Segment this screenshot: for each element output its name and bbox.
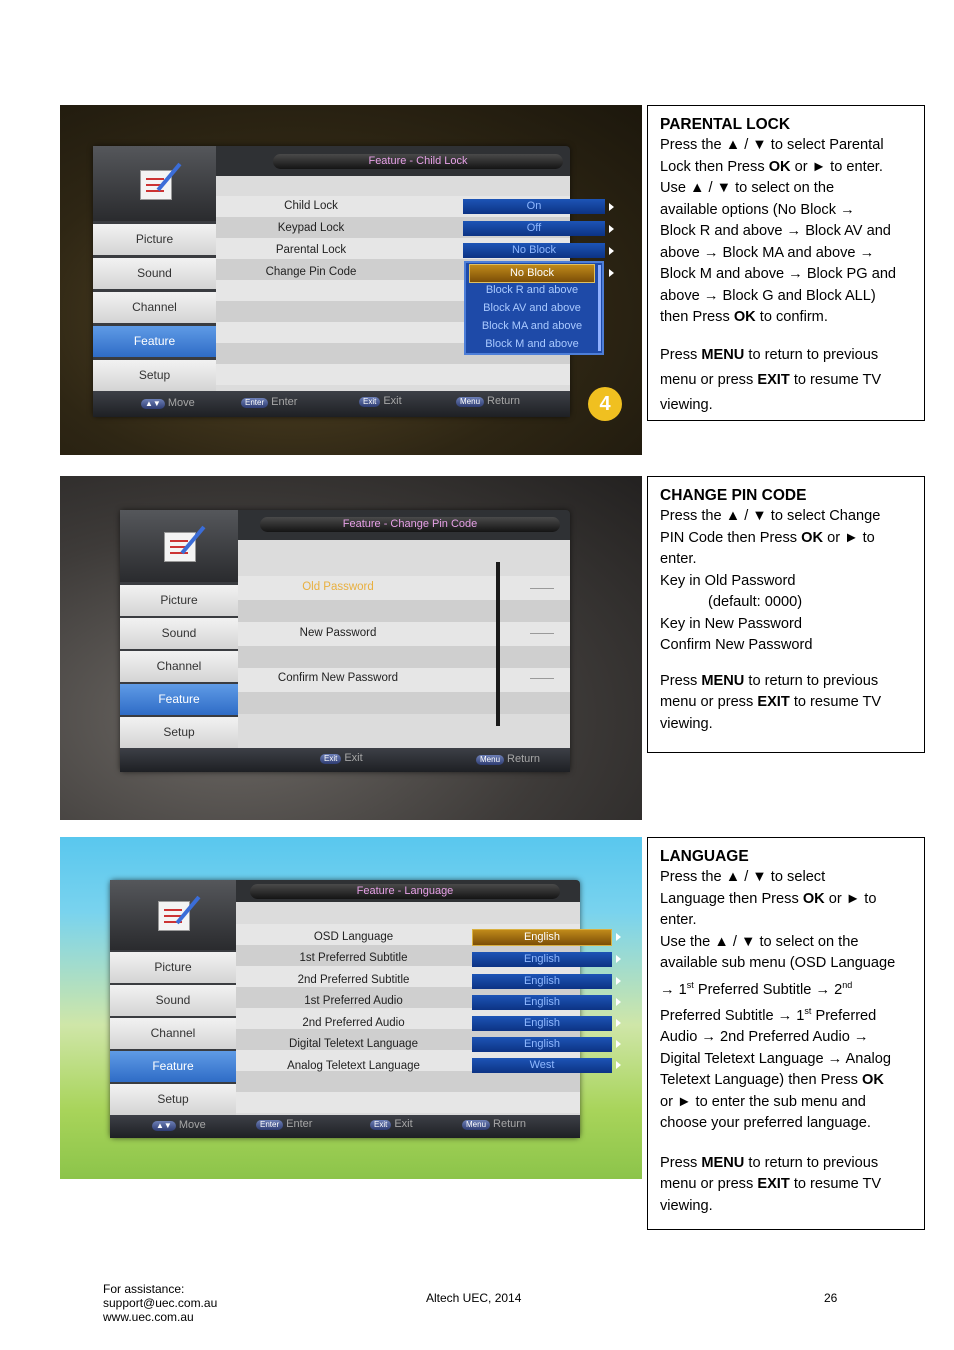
text: or ► to — [823, 529, 875, 546]
label-1st-subtitle: 1st Preferred Subtitle — [299, 952, 408, 964]
value-parental-lock[interactable]: No Block — [463, 243, 605, 258]
osd-footer — [93, 391, 570, 417]
osd-content — [216, 176, 583, 391]
hint-return — [476, 754, 540, 765]
key-menu: Menu — [476, 755, 504, 765]
value-keypad-lock[interactable]: Off — [463, 221, 605, 236]
panel-heading: PARENTAL LOCK — [660, 116, 791, 133]
text: to resume TV — [789, 694, 882, 710]
tab-setup[interactable]: Setup — [120, 717, 238, 750]
assistance-info — [103, 1282, 217, 1324]
tab-feature[interactable]: Feature — [110, 1051, 236, 1084]
dropdown-option[interactable]: Block MA and above — [481, 320, 583, 332]
text-line: available sub menu (OSD Language — [660, 955, 896, 971]
hint-label: Return — [487, 395, 521, 407]
superscript: nd — [842, 979, 853, 990]
row-bg — [236, 1092, 580, 1113]
hint-exit — [370, 1119, 413, 1130]
key-ok: OK — [862, 1072, 884, 1089]
support-email-link[interactable]: support@uec.com.au — [103, 1296, 218, 1310]
row-bg — [238, 692, 570, 714]
text: Press — [660, 346, 702, 363]
hint-move — [152, 1120, 206, 1131]
text-line — [660, 1070, 912, 1092]
key-enter: Enter — [241, 398, 268, 408]
key-move: ▲▼ — [141, 399, 165, 409]
arrow-right-icon — [616, 977, 621, 985]
text: menu or press — [660, 1176, 758, 1193]
tv-photo-language — [60, 837, 642, 1179]
key-menu: MENU — [701, 1154, 745, 1171]
dropdown-option[interactable]: Block AV and above — [483, 302, 581, 314]
value-2nd-subtitle[interactable]: English — [472, 974, 612, 989]
text-line: Press the ▲ / ▼ to select Change — [660, 508, 881, 524]
label-analog-teletext: Analog Teletext Language — [287, 1060, 420, 1072]
key-exit: Exit — [320, 754, 341, 764]
osd-sidebar — [93, 146, 216, 391]
text-line: above → Block MA and above → — [660, 244, 875, 261]
hint-label: Exit — [383, 395, 402, 407]
panel-change-pin — [647, 476, 925, 753]
tab-feature[interactable]: Feature — [120, 684, 238, 717]
osd-window — [93, 146, 583, 417]
hint-label: Return — [507, 753, 541, 765]
text: Press — [660, 1154, 702, 1171]
hint-exit — [320, 753, 363, 764]
tab-sound[interactable]: Sound — [120, 618, 238, 651]
row-bg — [216, 364, 570, 385]
assistance-label: For assistance: — [103, 1282, 185, 1296]
arrow-right-icon — [616, 1019, 621, 1027]
checklist-icon — [164, 532, 196, 562]
label-confirm-password: Confirm New Password — [277, 672, 399, 684]
arrow-right-icon — [616, 1040, 621, 1048]
label-1st-audio: 1st Preferred Audio — [304, 995, 403, 1007]
text-line — [660, 1001, 912, 1027]
key-ok: OK — [801, 529, 824, 546]
label-parental-lock: Parental Lock — [275, 244, 347, 256]
tab-picture[interactable]: Picture — [93, 224, 216, 257]
label-old-password: Old Password — [302, 581, 374, 593]
key-enter: Enter — [256, 1120, 283, 1130]
text-line: (default: 0000) — [708, 594, 803, 610]
arrow-right-icon — [616, 1061, 621, 1069]
tab-channel[interactable]: Channel — [120, 651, 238, 684]
text-line: above → Block G and Block ALL) — [660, 287, 876, 304]
arrow-right-icon — [609, 269, 614, 277]
text-line: viewing. — [660, 396, 713, 413]
confirm-password-field[interactable] — [530, 678, 554, 679]
row-bg — [238, 646, 570, 668]
text-line — [660, 1153, 912, 1175]
old-password-field[interactable] — [530, 588, 554, 589]
text: then Press — [660, 309, 734, 325]
text-line: Block M and above → Block PG and — [660, 266, 897, 282]
text: menu or press — [660, 371, 758, 388]
text: to confirm. — [755, 309, 828, 325]
osd-sidebar — [110, 880, 236, 1115]
superscript: st — [804, 1005, 812, 1016]
osd-sidebar — [120, 510, 238, 748]
text-line: Confirm New Password — [660, 637, 813, 653]
tab-picture[interactable]: Picture — [120, 585, 238, 618]
text-line: Key in Old Password — [660, 572, 796, 589]
text: Preferred Subtitle → 1 — [660, 1007, 805, 1024]
text-line: Press the ▲ / ▼ to select — [660, 869, 826, 885]
key-menu: Menu — [462, 1120, 490, 1130]
hint-label: Exit — [344, 752, 363, 764]
text: Language then Press — [660, 890, 803, 907]
dropdown-option[interactable]: No Block — [469, 264, 595, 283]
value-analog-teletext[interactable]: West — [472, 1058, 612, 1073]
tab-feature[interactable]: Feature — [93, 326, 216, 359]
value-1st-audio[interactable]: English — [472, 995, 612, 1010]
text: to return to previous — [744, 672, 879, 689]
text-line — [660, 307, 912, 329]
text: Lock then Press — [660, 158, 769, 175]
text-line: Use ▲ / ▼ to select on the — [660, 180, 835, 196]
key-menu: MENU — [701, 672, 745, 689]
value-digital-teletext[interactable]: English — [472, 1037, 612, 1052]
text-line: enter. — [660, 551, 697, 567]
divider — [496, 562, 500, 726]
label-child-lock: Child Lock — [284, 200, 338, 212]
text-line — [660, 367, 912, 393]
tv-photo-change-pin — [60, 476, 642, 820]
text: to return to previous — [744, 346, 879, 363]
text-line: Press the ▲ / ▼ to select Parental — [660, 137, 884, 153]
key-exit: EXIT — [757, 1176, 790, 1193]
label-change-pin: Change Pin Code — [265, 266, 357, 278]
osd-content — [236, 902, 580, 1115]
osd-footer — [110, 1115, 580, 1138]
website-link[interactable]: www.uec.com.au — [103, 1310, 194, 1324]
text-line — [660, 528, 912, 550]
hint-return — [456, 396, 520, 407]
arrow-right-icon — [609, 203, 614, 211]
text-line: Digital Teletext Language → Analog — [660, 1050, 891, 1067]
value-child-lock[interactable]: On — [463, 199, 605, 214]
osd-title: Feature - Change Pin Code — [260, 517, 560, 532]
key-menu: MENU — [701, 346, 745, 363]
osd-title: Feature - Child Lock — [273, 154, 563, 169]
tab-sound[interactable]: Sound — [110, 985, 236, 1018]
osd-window — [120, 510, 570, 772]
key-exit: Exit — [370, 1120, 391, 1130]
text: or ► to — [824, 890, 877, 907]
dropdown-scrollbar[interactable] — [598, 265, 601, 351]
label-2nd-audio: 2nd Preferred Audio — [302, 1017, 405, 1029]
arrow-right-icon — [609, 247, 614, 255]
tab-sound[interactable]: Sound — [93, 258, 216, 291]
text-line — [660, 692, 912, 714]
value-1st-subtitle[interactable]: English — [472, 952, 612, 967]
label-osd-language: OSD Language — [313, 931, 394, 943]
text-line: choose your preferred language. — [660, 1115, 871, 1132]
text: Press — [660, 672, 702, 689]
text-line — [660, 889, 912, 911]
key-menu: Menu — [456, 397, 484, 407]
text: Teletext Language) then Press — [660, 1072, 863, 1089]
text: → 1 — [660, 981, 687, 998]
text: Preferred Subtitle → 2 — [693, 981, 843, 998]
new-password-field[interactable] — [530, 633, 554, 634]
value-2nd-audio[interactable]: English — [472, 1016, 612, 1031]
label-2nd-subtitle: 2nd Preferred Subtitle — [297, 974, 410, 986]
text-line: available options (No Block → — [660, 201, 855, 218]
hint-enter — [256, 1119, 312, 1130]
text: to resume TV — [789, 371, 882, 388]
text-line: Key in New Password — [660, 615, 802, 632]
tab-channel[interactable]: Channel — [110, 1018, 236, 1051]
key-exit: EXIT — [757, 694, 790, 710]
row-bg — [238, 600, 570, 622]
panel-language — [647, 837, 925, 1230]
hint-exit — [359, 396, 402, 407]
text-line — [660, 975, 912, 1001]
text-line: Use the ▲ / ▼ to select on the — [660, 933, 859, 950]
key-ok: OK — [802, 890, 825, 907]
osd-window — [110, 880, 580, 1138]
text-line: or ► to enter the sub menu and — [660, 1093, 866, 1110]
text-line — [660, 671, 912, 693]
text-line — [660, 1174, 912, 1196]
text-line: Block R and above → Block AV and — [660, 223, 891, 239]
checklist-icon — [140, 170, 172, 200]
dropdown-option[interactable]: Block R and above — [485, 284, 579, 296]
text: PIN Code then Press — [660, 529, 802, 546]
arrow-right-icon — [616, 955, 621, 963]
value-osd-language[interactable]: English — [472, 929, 612, 946]
text: to resume TV — [789, 1176, 882, 1193]
hint-label: Exit — [394, 1118, 413, 1130]
hint-move — [141, 398, 195, 409]
key-exit: EXIT — [757, 371, 790, 388]
osd-content — [238, 540, 570, 748]
text: menu or press — [660, 694, 758, 710]
hint-label: Enter — [271, 396, 298, 408]
company-copyright: Altech UEC, 2014 — [426, 1291, 522, 1305]
tab-picture[interactable]: Picture — [110, 952, 236, 985]
parental-dropdown[interactable] — [464, 261, 604, 355]
hint-label: Enter — [286, 1118, 313, 1130]
label-new-password: New Password — [299, 627, 377, 639]
tv-photo-child-lock — [60, 105, 642, 455]
text-line — [660, 343, 912, 367]
feature-logo — [93, 146, 216, 221]
label-keypad-lock: Keypad Lock — [277, 222, 345, 234]
tab-setup[interactable]: Setup — [110, 1084, 236, 1117]
key-ok: OK — [768, 158, 791, 175]
channel-badge: 4 — [588, 387, 622, 421]
page-number: 26 — [824, 1291, 838, 1305]
osd-title: Feature - Language — [250, 884, 560, 899]
hint-return — [462, 1119, 526, 1130]
feature-logo — [110, 880, 236, 950]
key-exit: Exit — [359, 397, 380, 407]
superscript: st — [686, 979, 694, 990]
text: to return to previous — [744, 1154, 879, 1171]
label-digital-teletext: Digital Teletext Language — [289, 1038, 418, 1050]
arrow-right-icon — [616, 998, 621, 1006]
hint-label: Return — [493, 1118, 527, 1130]
osd-footer — [120, 748, 570, 772]
text-line: viewing. — [660, 1197, 713, 1214]
hint-label: Move — [178, 1119, 206, 1131]
text-line: viewing. — [660, 715, 713, 732]
text-line: enter. — [660, 912, 697, 928]
hint-enter — [241, 397, 297, 408]
panel-heading: LANGUAGE — [660, 848, 749, 865]
dropdown-option[interactable]: Block M and above — [485, 338, 579, 350]
row-bg — [236, 1071, 580, 1092]
text: or ► to enter. — [790, 158, 883, 175]
text: Preferred — [811, 1007, 877, 1024]
panel-parental-lock — [647, 105, 925, 421]
tab-setup[interactable]: Setup — [93, 360, 216, 393]
arrow-right-icon — [616, 933, 621, 941]
arrow-right-icon — [609, 225, 614, 233]
hint-label: Move — [167, 397, 195, 409]
key-ok: OK — [733, 309, 756, 325]
text-line — [660, 157, 912, 179]
text-line: Audio → 2nd Preferred Audio → — [660, 1029, 869, 1046]
tab-channel[interactable]: Channel — [93, 292, 216, 325]
key-move: ▲▼ — [152, 1121, 176, 1131]
feature-logo — [120, 510, 238, 582]
panel-heading: CHANGE PIN CODE — [660, 487, 807, 504]
